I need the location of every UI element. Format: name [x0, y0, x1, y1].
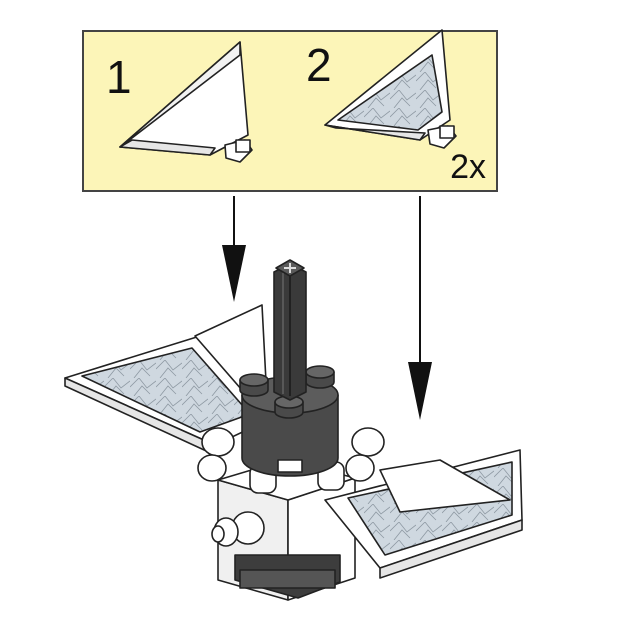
- main-model: [65, 260, 522, 600]
- step-1-number: 1: [106, 51, 132, 103]
- placement-arrow-2: [408, 196, 432, 420]
- placement-arrow-1: [222, 196, 246, 302]
- quantity-label: 2x: [450, 148, 486, 186]
- callout-part-1: [120, 42, 252, 162]
- callout-part-2: [325, 30, 456, 148]
- step-2-number: 2: [306, 39, 332, 91]
